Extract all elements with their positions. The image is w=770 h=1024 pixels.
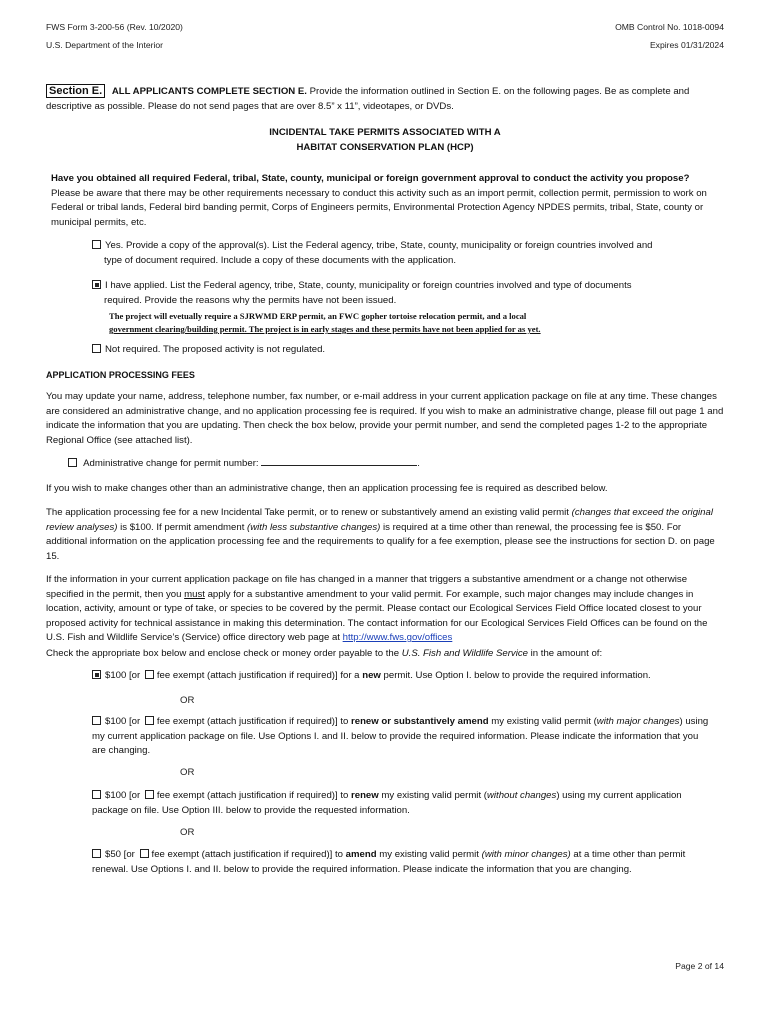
- para3-c: is $100. If permit amendment: [117, 521, 248, 533]
- para4-a: If the information in your current application package on file has changed in a manner that triggers a substantive amendment or a change not otherwise specified in the permit, then you: [46, 574, 688, 600]
- question-bold: Have you obtained all required Federal, tribal, State, county, municipal or foreign government approval to conduct the activity you propose?: [51, 173, 690, 184]
- checkbox-fee-renew-amend[interactable]: [92, 716, 101, 725]
- fee-amend-bold: amend: [345, 849, 377, 860]
- response-line1: The project will evetually require a SJRWMD ERP permit, an FWC gopher tortoise relocation permit, and a local: [109, 311, 527, 321]
- fee-amend-amount: $50 [or: [105, 849, 135, 860]
- fee-renew-exempt: fee exempt (attach justification if required)] to: [156, 790, 349, 801]
- checkbox-yes[interactable]: [92, 240, 101, 249]
- fee-renew-amend-bold: renew or substantively amend: [351, 716, 489, 727]
- question-text: Please be aware that there may be other requirements necessary to conduct this activity such as an import permit, collection permit, permission to work on Federal or tribal lands, Federal bird banding permit, Corps of Engineers permits, Environmental Protection Agency NPDES permits, tribal, State, county or municipal permits, etc.: [51, 187, 707, 228]
- page-title-line1: INCIDENTAL TAKE PERMITS ASSOCIATED WITH A: [269, 127, 501, 138]
- checkbox-applied[interactable]: [92, 280, 101, 289]
- checkbox-fee-renew-exempt[interactable]: [145, 790, 154, 799]
- fws-offices-link[interactable]: http://www.fws.gov/offices: [342, 632, 453, 643]
- response-line2: government clearing/building permit. The project is in early stages and these permits have not been applied for as yet.: [109, 324, 541, 334]
- fee-option-new[interactable]: [92, 669, 712, 684]
- fee-option-renew-amend[interactable]: [92, 715, 712, 759]
- fee-renew-amount: $100 [or: [105, 790, 141, 801]
- para5-b: U.S. Fish and Wildlife Service: [401, 648, 528, 659]
- section-label: Section E.: [46, 84, 105, 98]
- para3-b: (changes that exceed the original review analyses): [46, 507, 713, 533]
- option-applied[interactable]: [92, 279, 712, 308]
- processing-para2: If you wish to make changes other than an administrative change, then an application processing fee is required as described below.: [46, 483, 608, 494]
- processing-para4: [46, 573, 724, 646]
- fee-renew-amend-amount: $100 [or: [105, 716, 141, 727]
- expiration: Expires 01/31/2024: [649, 40, 724, 50]
- fee-renew-amend-ital: with major changes: [596, 716, 680, 727]
- option-yes[interactable]: [92, 239, 712, 268]
- option-yes-text: Yes. Provide a copy of the approval(s). List the Federal agency, tribe, State, county, municipality or foreign countries involved and: [105, 240, 653, 251]
- fee-option-renew[interactable]: [92, 789, 712, 818]
- para3-d: (with less substantive changes): [247, 521, 381, 533]
- fee-renew-rest2: ) using my current application package on file. Use Option III. below to provide the requested information.: [92, 790, 682, 816]
- fee-renew-amend-exempt: fee exempt (attach justification if required)] to: [156, 716, 349, 727]
- checkbox-fee-new-exempt[interactable]: [145, 670, 154, 679]
- fee-option-amend[interactable]: [92, 848, 712, 877]
- processing-para1: You may update your name, address, telephone number, fax number, or e-mail address in your current application package on file at any time. These changes are considered an administrative change, and no application processing fee is required. If you wish to make an administrative change, please fill out page 1 and indicate the information that you are updating. Then check the box below, provide your permit number, and send the completed pages 1-2 to the appropriate Regional Office (see attached list).: [46, 391, 724, 446]
- option-applied-text2: required. Provide the reasons why the permits have not been issued.: [104, 294, 397, 306]
- para5-c: in the amount of:: [528, 648, 603, 659]
- fee-renew-amend-rest2: ) using my current application package on file. Use Options I. and II. below to provide the required information. Please indicate the information that you are changing.: [92, 716, 709, 756]
- admin-change-label: Administrative change for permit number:: [83, 458, 259, 469]
- processing-para3: [46, 506, 724, 564]
- page-title-line2: HABITAT CONSERVATION PLAN (HCP): [296, 142, 474, 153]
- para3-a: The application processing fee for a new Incidental Take permit, or to renew or substantively amend an existing valid permit: [46, 507, 572, 518]
- section-intro: [46, 84, 724, 114]
- fee-amend-rest: my existing valid permit: [379, 849, 479, 860]
- fee-renew-rest: my existing valid permit (: [381, 790, 487, 801]
- or-2: OR: [180, 767, 195, 778]
- checkbox-fee-renew-amend-exempt[interactable]: [145, 716, 154, 725]
- fee-renew-ital: without changes: [486, 790, 557, 801]
- checkbox-fee-new[interactable]: [92, 670, 101, 679]
- option-not-required[interactable]: [92, 343, 712, 358]
- fee-new-exempt: fee exempt (attach justification if required)] for a: [156, 670, 360, 681]
- applicant-response: [109, 310, 729, 336]
- fee-renew-amend-rest: my existing valid permit (: [491, 716, 597, 727]
- fee-new-bold: new: [362, 670, 381, 681]
- checkbox-fee-amend[interactable]: [92, 849, 101, 858]
- option-yes-text2: type of document required. Include a copy of these documents with the application.: [104, 254, 456, 266]
- or-3: OR: [180, 827, 195, 838]
- checkbox-not-required[interactable]: [92, 344, 101, 353]
- processing-heading: APPLICATION PROCESSING FEES: [46, 370, 195, 380]
- option-not-required-text: Not required. The proposed activity is not regulated.: [105, 344, 326, 355]
- checkbox-fee-renew[interactable]: [92, 790, 101, 799]
- para3-e: is required at a time other than renewal, the processing fee is $50. For additional information on the application processing fee and the requirements to qualify for a fee exemption, please see the instructions for section D. on page 15.: [46, 521, 715, 562]
- or-1: OR: [180, 695, 195, 706]
- processing-para5: [46, 647, 724, 662]
- section-text: Provide the information outlined in Section E. on the following pages. Be as complete and descriptive as possible. Please do not send pages that are over 8.5” x 11”, videotapes, or DVDs.: [46, 86, 690, 112]
- para4-must: must: [184, 588, 205, 600]
- fee-new-amount: $100 [or: [105, 670, 141, 681]
- approval-question: [51, 172, 719, 230]
- omb-control: OMB Control No. 1018-0094: [615, 22, 724, 32]
- fee-amend-ital: (with minor changes): [481, 849, 571, 860]
- fee-amend-rest2: at a time other than permit renewal. Use Options I. and II. below to provide the required information. Please indicate the information that you are changing.: [92, 849, 686, 875]
- para4-b: apply for a substantive amendment to your valid permit. For example, such major changes may include changes in location, activity, amount or type of take, or species to be covered by the permit. Please contact our Ecological Services Field Office located closest to your proposed activity for technical assistance in making this determination. The contact information for our Ecological Services Field Offices can be found on the U.S. Fish and Wildlife Service’s (Service) office directory web page at: [46, 588, 708, 643]
- checkbox-admin-change[interactable]: [68, 458, 77, 467]
- admin-change[interactable]: Administrative change for permit number: .: [68, 457, 688, 472]
- form-id: FWS Form 3-200-56 (Rev. 10/2020): [46, 22, 183, 32]
- checkbox-fee-amend-exempt[interactable]: [140, 849, 149, 858]
- permit-number-field[interactable]: [261, 457, 417, 466]
- fee-amend-exempt: fee exempt (attach justification if required)] to: [151, 849, 343, 860]
- fee-new-rest: permit. Use Option I. below to provide the required information.: [383, 670, 651, 681]
- fee-renew-bold: renew: [351, 790, 379, 801]
- section-lead: ALL APPLICANTS COMPLETE SECTION E.: [111, 86, 307, 97]
- para5-a: Check the appropriate box below and enclose check or money order payable to the: [46, 648, 402, 659]
- department: U.S. Department of the Interior: [46, 40, 164, 50]
- option-applied-text: I have applied. List the Federal agency, tribe, State, county, municipality or foreign countries involved and type of documents: [105, 280, 632, 291]
- page-number: Page 2 of 14: [675, 961, 724, 971]
